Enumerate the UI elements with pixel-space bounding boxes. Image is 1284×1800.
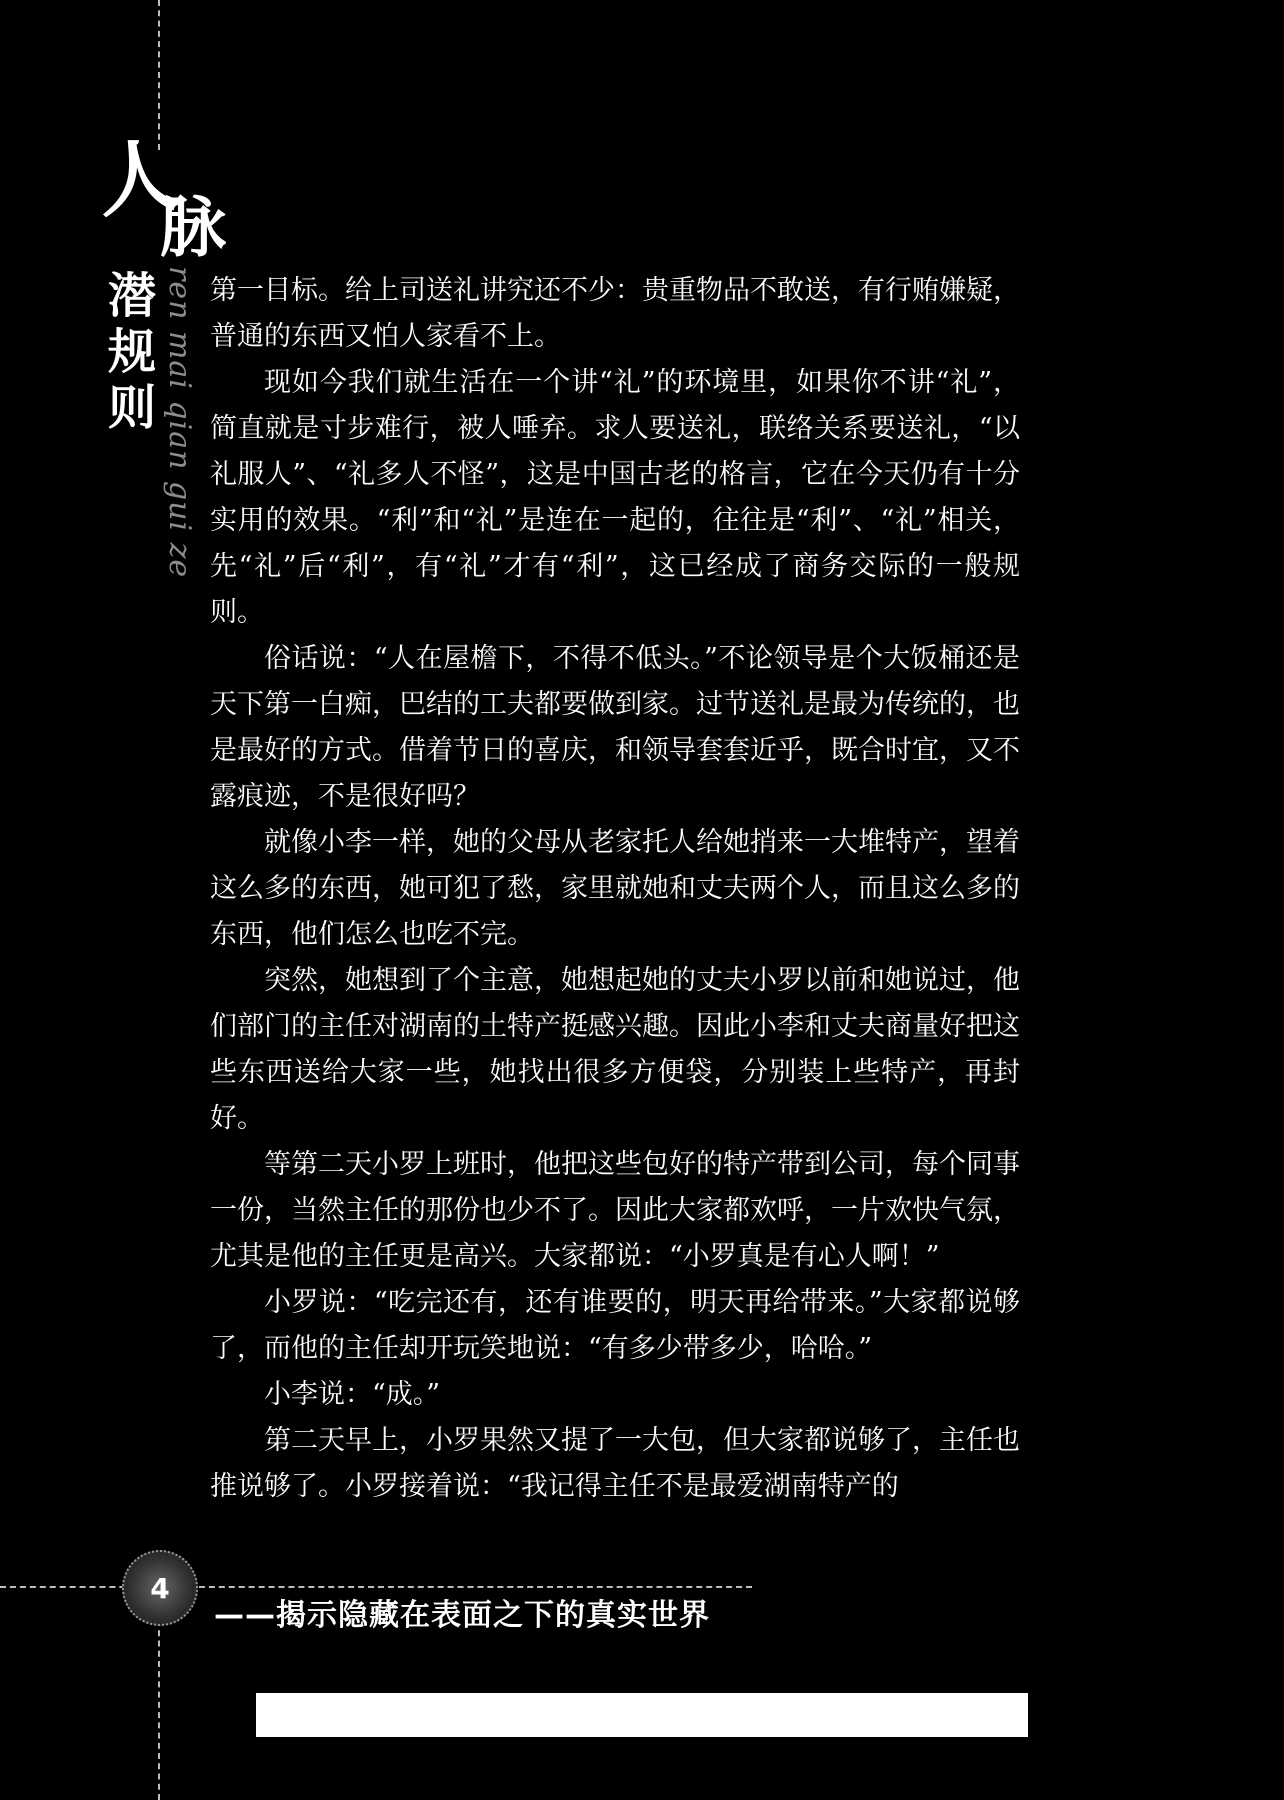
brand-vertical-char: 则 xyxy=(107,380,156,436)
dashed-vertical-line-bottom xyxy=(158,1620,160,1800)
dashed-horizontal-line xyxy=(0,1586,752,1588)
page-number: 4 xyxy=(150,1571,170,1605)
paragraph: 就像小李一样，她的父母从老家托人给她捎来一大堆特产，望着这么多的东西，她可犯了愁，家里就她和丈夫两个人，而且这么多的东西，他们怎么也吃不完。 xyxy=(210,827,1020,950)
brand-vertical-char: 潜 xyxy=(107,268,156,324)
paragraph: 突然，她想到了个主意，她想起她的丈夫小罗以前和她说过，他们部门的主任对湖南的土特产挺感兴趣。因此小李和丈夫商量好把这些东西送给大家一些，她找出很多方便袋，分别装上些特产，再封好。 xyxy=(210,965,1020,1134)
paragraph: 第一目标。给上司送礼讲究还不少：贵重物品不敢送，有行贿嫌疑，普通的东西又怕人家看不上。 xyxy=(210,275,1020,352)
brand-char-mai: 脉 xyxy=(160,188,226,266)
brand-pinyin: ren mai qian gui ze xyxy=(162,266,197,579)
paragraph: 俗话说：“人在屋檐下，不得不低头。”不论领导是个大饭桶还是天下第一白痴，巴结的工夫都要做到家。过节送礼是最为传统的，也是最好的方式。借着节日的喜庆，和领导套套近乎，既合时宜，又不露痕迹，不是很好吗？ xyxy=(210,643,1020,812)
brand-char-ren: 人 xyxy=(93,127,183,229)
paragraph: 第二天早上，小罗果然又提了一大包，但大家都说够了，主任也推说够了。小罗接着说：“我记得主任不是最爱湖南特产的 xyxy=(210,1425,1020,1502)
brand-vertical-char: 规 xyxy=(107,324,156,380)
footer-white-bar xyxy=(256,1693,1028,1737)
paragraph: 小李说：“成。” xyxy=(264,1379,441,1410)
page-number-badge xyxy=(122,1550,198,1626)
body-text xyxy=(210,268,1020,1510)
paragraph: 等第二天小罗上班时，他把这些包好的特产带到公司，每个同事一份，当然主任的那份也少不了。因此大家都欢呼，一片欢快气氛，尤其是他的主任更是高兴。大家都说：“小罗真是有心人啊！” xyxy=(210,1149,1020,1272)
footer-tagline: ——揭示隐藏在表面之下的真实世界 xyxy=(214,1598,710,1633)
paragraph: 现如今我们就生活在一个讲“礼”的环境里，如果你不讲“礼”，简直就是寸步难行，被人唾弃。求人要送礼，联络关系要送礼，“以礼服人”、“礼多人不怪”，这是中国古老的格言，它在今天仍有十分实用的效果。“利”和“礼”是连在一起的，往往是“利”、“礼”相关，先“礼”后“利”，有“礼”才有“利”，这已经成了商务交际的一般规则。 xyxy=(210,367,1020,628)
paragraph: 小罗说：“吃完还有，还有谁要的，明天再给带来。”大家都说够了，而他的主任却开玩笑地说：“有多少带多少，哈哈。” xyxy=(210,1287,1020,1364)
brand-vertical-title xyxy=(104,268,160,436)
